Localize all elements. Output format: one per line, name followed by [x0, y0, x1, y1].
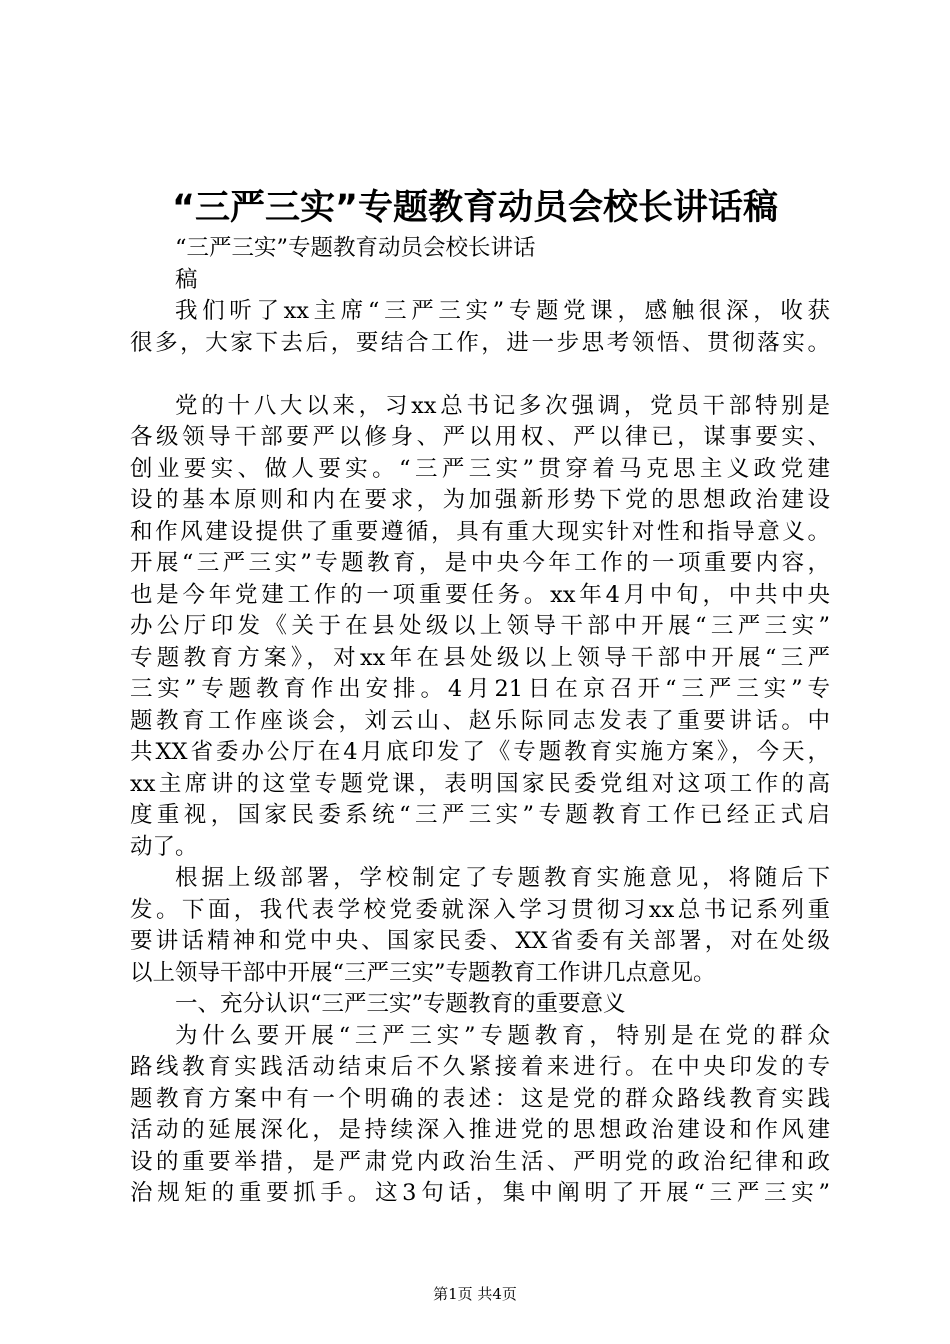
body-line: 三实”专题教育作出安排。4月21日在京召开“三严三实”专 — [130, 676, 830, 702]
body-line: 题教育工作座谈会，刘云山、赵乐际同志发表了重要讲话。中 — [130, 707, 830, 734]
body-line: 也是今年党建工作的一项重要任务。xx年4月中旬，中共中央 — [130, 581, 830, 608]
body-line: 办公厅印发《关于在县处级以上领导干部中开展“三严三实” — [130, 613, 830, 639]
body-line — [130, 359, 830, 391]
body-line: 和作风建设提供了重要遵循，具有重大现实针对性和指导意义。 — [130, 518, 830, 545]
body-line: 共XX省委办公厅在4月底印发了《专题教育实施方案》，今天， — [130, 739, 830, 765]
body-line: 专题教育方案》，对xx年在县处级以上领导干部中开展“三严 — [130, 644, 830, 671]
body-line: 为什么要开展“三严三实”专题教育，特别是在党的群众 — [175, 1022, 830, 1049]
body-line: 各级领导干部要严以修身、严以用权、严以律已，谋事要实、 — [130, 424, 830, 450]
body-line: 题教育方案中有一个明确的表述：这是党的群众路线教育实践 — [130, 1085, 830, 1112]
body-line: xx主席讲的这堂专题党课，表明国家民委党组对这项工作的高 — [130, 770, 830, 797]
body-line: 度重视，国家民委系统“三严三实”专题教育工作已经正式启 — [130, 802, 830, 828]
document-body — [130, 233, 830, 1210]
body-line: 创业要实、做人要实。“三严三实”贯穿着马克思主义政党建 — [130, 455, 830, 482]
body-line: “三严三实”专题教育动员会校长讲话 — [175, 235, 536, 261]
body-line: 根据上级部署，学校制定了专题教育实施意见，将随后下 — [175, 865, 830, 891]
body-line: 以上领导干部中开展“三严三实”专题教育工作讲几点意见。 — [130, 959, 716, 986]
body-line: 设的基本原则和内在要求，为加强新形势下党的思想政治建设 — [130, 487, 830, 513]
body-line: 动了。 — [130, 833, 198, 860]
body-line: 治规矩的重要抓手。这3句话，集中阐明了开展“三严三实” — [130, 1180, 830, 1206]
body-line: 很多，大家下去后，要结合工作，进一步思考领悟、贯彻落实。 — [130, 329, 830, 356]
body-line: 活动的延展深化，是持续深入推进党的思想政治建设和作风建 — [130, 1117, 830, 1143]
body-line: 路线教育实践活动结束后不久紧接着来进行。在中央印发的专 — [130, 1054, 830, 1080]
body-line: 设的重要举措，是严肃党内政治生活、严明党的政治纪律和政 — [130, 1148, 830, 1175]
body-line: 发。下面，我代表学校党委就深入学习贯彻习xx总书记系列重 — [130, 896, 830, 923]
body-line: 要讲话精神和党中央、国家民委、XX省委有关部署，对在处级 — [130, 928, 830, 954]
body-line: 稿 — [175, 266, 198, 293]
body-line: 党的十八大以来，习xx总书记多次强调，党员干部特别是 — [175, 392, 830, 419]
body-line: 我们听了xx主席“三严三实”专题党课，感触很深，收获 — [175, 298, 830, 324]
body-line: 开展“三严三实”专题教育，是中央今年工作的一项重要内容， — [130, 550, 830, 576]
body-line: 一、充分认识“三严三实”专题教育的重要意义 — [175, 991, 626, 1017]
page-footer: 第1页 共4页 — [433, 1285, 517, 1303]
document-title: “三严三实”专题教育动员会校长讲话稿 — [171, 188, 778, 228]
